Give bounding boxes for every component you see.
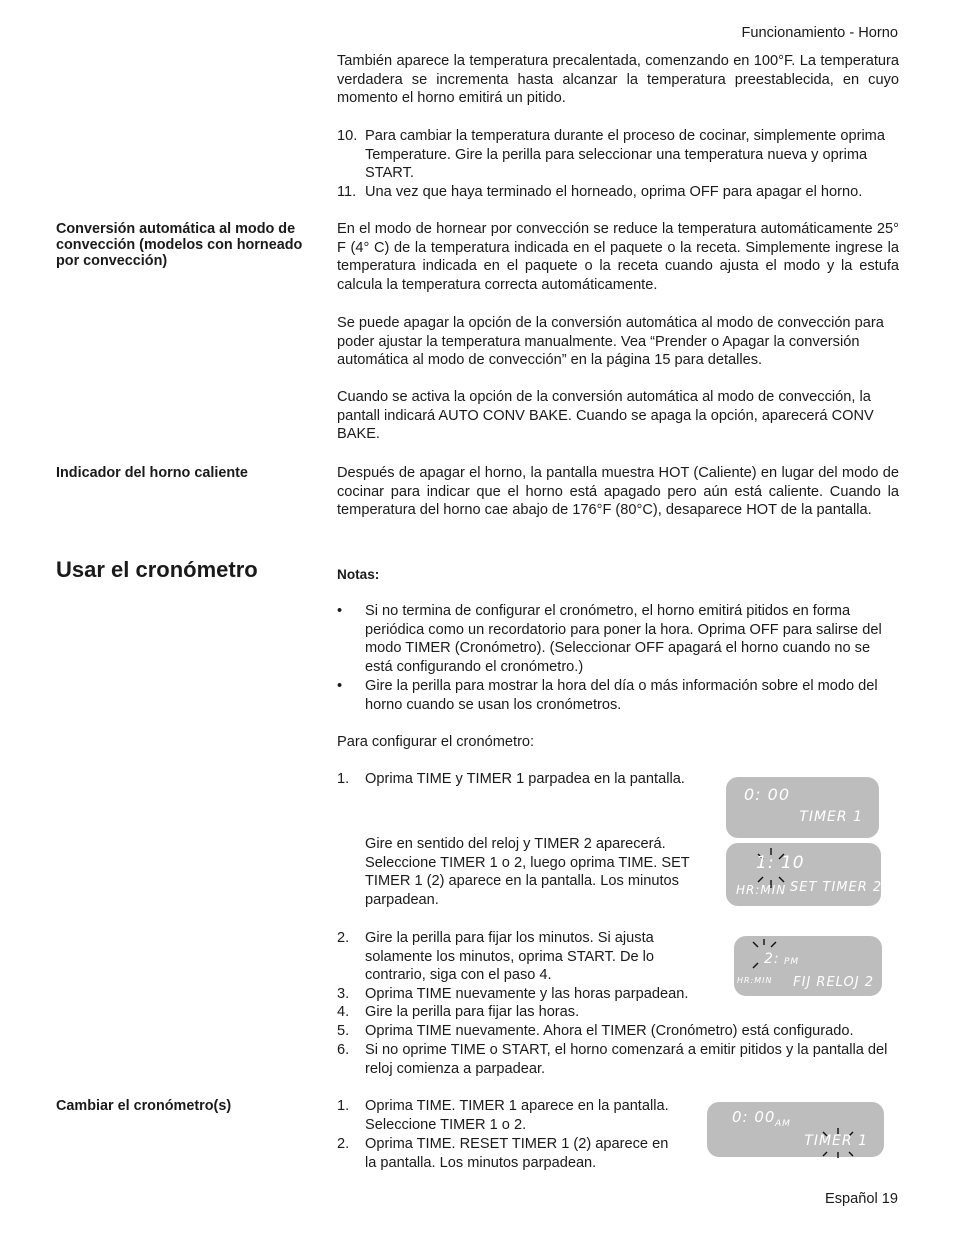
list-number: 10. — [337, 128, 358, 144]
display-time: 1: 10 — [756, 853, 805, 873]
display-time: 0: 00 — [744, 785, 791, 804]
page-number: Español 19 — [824, 1191, 898, 1207]
list-text: Oprima TIME. TIMER 1 aparece en la pantalla. Seleccione TIMER 1 o 2. — [365, 1098, 669, 1133]
conversion-paragraph-3: Cuando se activa la opción de la conversión automática al modo de convección, la pantall indicará AUTO CONV BAKE. Cuando se apaga la opción, aparecerá CONV BAKE. — [337, 389, 874, 443]
list-text: Gire la perilla para fijar las horas. — [365, 1004, 580, 1020]
list-text: Si no oprime TIME o START, el horno comenzará a emitir pitidos y la pantalla del reloj comienza a parpadear. — [365, 1042, 888, 1077]
config-intro: Para configurar el cronómetro: — [337, 734, 535, 750]
display-ampm: PM — [784, 957, 800, 967]
list-number: 3. — [337, 986, 350, 1002]
oven-display-reset-timer — [707, 1102, 884, 1157]
bullet-text: Si no termina de configurar el cronómetro, el horno emitirá pitidos en forma periódica como un recordatorio para poner la hora. Oprima OFF para salirse del modo TIMER (Cronómetro). (Seleccionar OFF apagará el horno cuando no se está configurando el cronómetro.) — [365, 603, 882, 675]
page-header: Funcionamiento - Horno — [741, 25, 898, 41]
list-text: Una vez que haya terminado el horneado, oprima OFF para apagar el horno. — [365, 184, 863, 200]
list-number: 1. — [337, 1098, 350, 1114]
section-heading-change-timer: Cambiar el cronómetro(s) — [56, 1098, 232, 1114]
list-text: Oprima TIME nuevamente y las horas parpadean. — [365, 986, 689, 1002]
bullet-icon: • — [337, 678, 343, 694]
list-number: 5. — [337, 1023, 350, 1039]
list-number: 11. — [337, 184, 357, 200]
list-number: 2. — [337, 930, 350, 946]
bullet-icon: • — [337, 603, 343, 619]
display-label: TIMER 1 — [799, 809, 863, 825]
display-label: FIJ RELOJ 2 — [793, 975, 874, 990]
bullet-text: Gire la perilla para mostrar la hora del día o más información sobre el modo del horno cuando se usan los cronómetros. — [365, 678, 878, 713]
display-time: 0: 00 — [732, 1108, 776, 1126]
display-unit: HR:MIN — [737, 976, 773, 985]
list-number: 2. — [337, 1136, 350, 1152]
list-text-continued: Gire en sentido del reloj y TIMER 2 aparecerá. Seleccione TIMER 1 o 2, luego oprima TIME. SET TIMER 1 (2) aparece en la pantalla. Los minutos parpadean. — [365, 836, 690, 908]
list-number: 1. — [337, 771, 350, 787]
oven-display-set-timer2 — [726, 843, 881, 906]
list-text: Oprima TIME nuevamente. Ahora el TIMER (Cronómetro) está configurado. — [365, 1023, 854, 1039]
list-text: Para cambiar la temperatura durante el proceso de cocinar, simplemente oprima Temperature. Gire la perilla para seleccionar una temperatura nueva y oprima START. — [365, 128, 885, 182]
oven-display-set-clock — [734, 936, 882, 996]
list-text: Gire la perilla para fijar los minutos. Si ajusta solamente los minutos, oprima START. De lo contrario, siga con el paso 4. — [365, 930, 655, 984]
intro-paragraph: También aparece la temperatura precalentada, comenzando en 100°F. La temperatura verdadera se incrementa hasta alcanzar la temperatura preestablecida, en cuyo momento el horno emitirá un pitido. — [337, 53, 899, 107]
display-label: SET TIMER 2 — [790, 880, 883, 895]
conversion-paragraph-1: En el modo de hornear por convección se reduce la temperatura automáticamente 25° F (4° C) de la temperatura indicada en el paquete o la receta. Simplemente ingrese la temperatura indicada en el paquete o la receta cuando ajusta el modo y la estufa calcula la temperatura correcta automáticamente. — [337, 221, 899, 293]
list-text: Oprima TIME. RESET TIMER 1 (2) aparece en la pantalla. Los minutos parpadean. — [365, 1136, 669, 1171]
list-number: 4. — [337, 1004, 350, 1020]
list-number: 6. — [337, 1042, 350, 1058]
section-heading-hot-indicator: Indicador del horno caliente — [56, 465, 248, 481]
display-unit: HR:MIN — [736, 883, 787, 897]
display-time: 2: — [764, 951, 780, 967]
oven-display-timer1 — [726, 777, 879, 838]
notes-label: Notas: — [337, 567, 380, 582]
section-title-timer: Usar el cronómetro — [56, 557, 258, 582]
hot-indicator-paragraph: Después de apagar el horno, la pantalla muestra HOT (Caliente) en lugar del modo de cocinar para indicar que el horno está apagado pero aún está caliente. Cuando la temperatura del horno cae abajo de 176°F (80°C), desaparece HOT de la pantalla. — [337, 465, 899, 519]
display-ampm: AM — [775, 1119, 791, 1129]
display-label: TIMER 1 — [804, 1133, 868, 1149]
section-heading-conversion: Conversión automática al modo de convección (modelos con horneado por convección) — [56, 221, 303, 269]
list-text: Oprima TIME y TIMER 1 parpadea en la pantalla. — [365, 771, 685, 787]
conversion-paragraph-2: Se puede apagar la opción de la conversión automática al modo de convección para poder ajustar la temperatura manualmente. Vea “Prender o Apagar la conversión automática al modo de convección” en la página 15 para detalles. — [337, 315, 884, 369]
